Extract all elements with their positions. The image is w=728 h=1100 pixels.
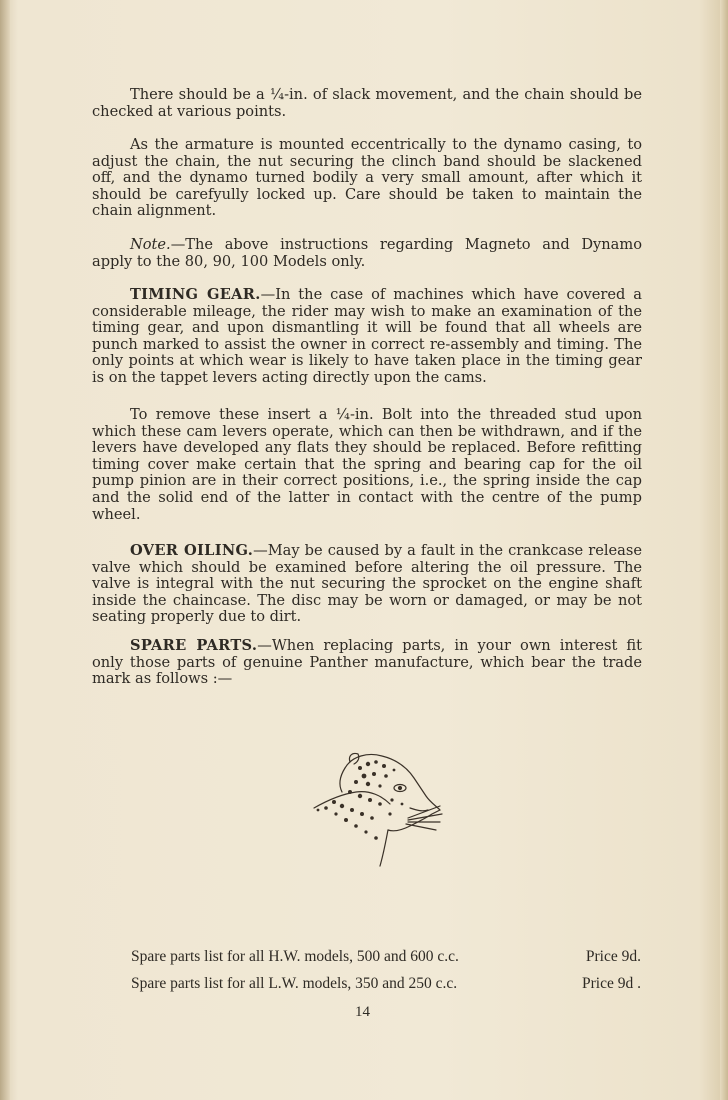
paragraph-cam-levers-text: To remove these insert a ¼-in. Bolt into the threaded stud upon which these cam levers operate, which can then be withdrawn, and if the levers have developed any flats they should be replaced. Before refitting timing cover make certain that the spring and bearing cap for the oil pump pinion are in their correct positions, i.e., the spring inside the cap and the solid end of the latter in contact with the centre of the pump wheel.	[92, 406, 642, 523]
heading-over-oiling: OVER OILING.	[130, 542, 254, 559]
note-label: Note.	[130, 236, 171, 253]
paragraph-armature-text: As the armature is mounted eccentrically to the dynamo casing, to adjust the chain, the nut securing the clinch band should be slackened off, and the dynamo turned bodily a very small amount, after which it should be carefyully locked up. Care should be taken to maintain the chain alignment.	[92, 136, 642, 220]
price-list-price: Price 9d .	[582, 975, 641, 992]
page-number: 14	[355, 1004, 370, 1020]
price-list-row	[131, 975, 651, 995]
note-text: —The above instructions regarding Magneto and Dynamo apply to the 80, 90, 100 Models only.	[92, 236, 642, 270]
panther-head-icon	[290, 748, 450, 873]
paragraph-slack	[92, 87, 642, 120]
paragraph-slack-text: There should be a ¼-in. of slack movement, and the chain should be checked at various points.	[92, 86, 642, 120]
over-oiling-text: —May be caused by a fault in the crankcase release valve which should be examined before altering the oil pressure. The valve is integral with the nut securing the sprocket on the engine shaft inside the chaincase. The disc may be worn or damaged, or may be not seating properly due to dirt.	[92, 542, 642, 626]
paragraph-cam-levers	[92, 407, 642, 523]
paragraph-armature	[92, 137, 642, 220]
paragraph-note	[92, 237, 642, 270]
price-list-item: Spare parts list for all H.W. models, 500 and 600 c.c.	[131, 948, 459, 965]
section-over-oiling	[92, 543, 642, 626]
heading-spare-parts: SPARE PARTS.	[130, 637, 258, 654]
price-list-price: Price 9d.	[585, 948, 641, 965]
page-edge	[720, 0, 728, 1100]
timing-gear-text: —In the case of machines which have covered a considerable mileage, the rider may wish to make an examination of the timing gear, and upon dismantling it will be found that all wheels are punch marked to assist the owner in correct re-assembly and timing. The only points at which wear is likely to have taken place in the timing gear is on the tappet levers acting directly upon the cams.	[92, 286, 642, 386]
binding-gutter	[0, 0, 10, 1100]
price-list-row	[131, 948, 651, 968]
heading-timing-gear: TIMING GEAR.	[130, 286, 261, 303]
section-spare-parts	[92, 638, 642, 688]
section-timing-gear	[92, 287, 642, 387]
spare-parts-text: —When replacing parts, in your own interest fit only those parts of genuine Panther manufacture, which bear the trade mark as follows :—	[92, 637, 642, 688]
price-list-item: Spare parts list for all L.W. models, 350 and 250 c.c.	[131, 975, 458, 992]
